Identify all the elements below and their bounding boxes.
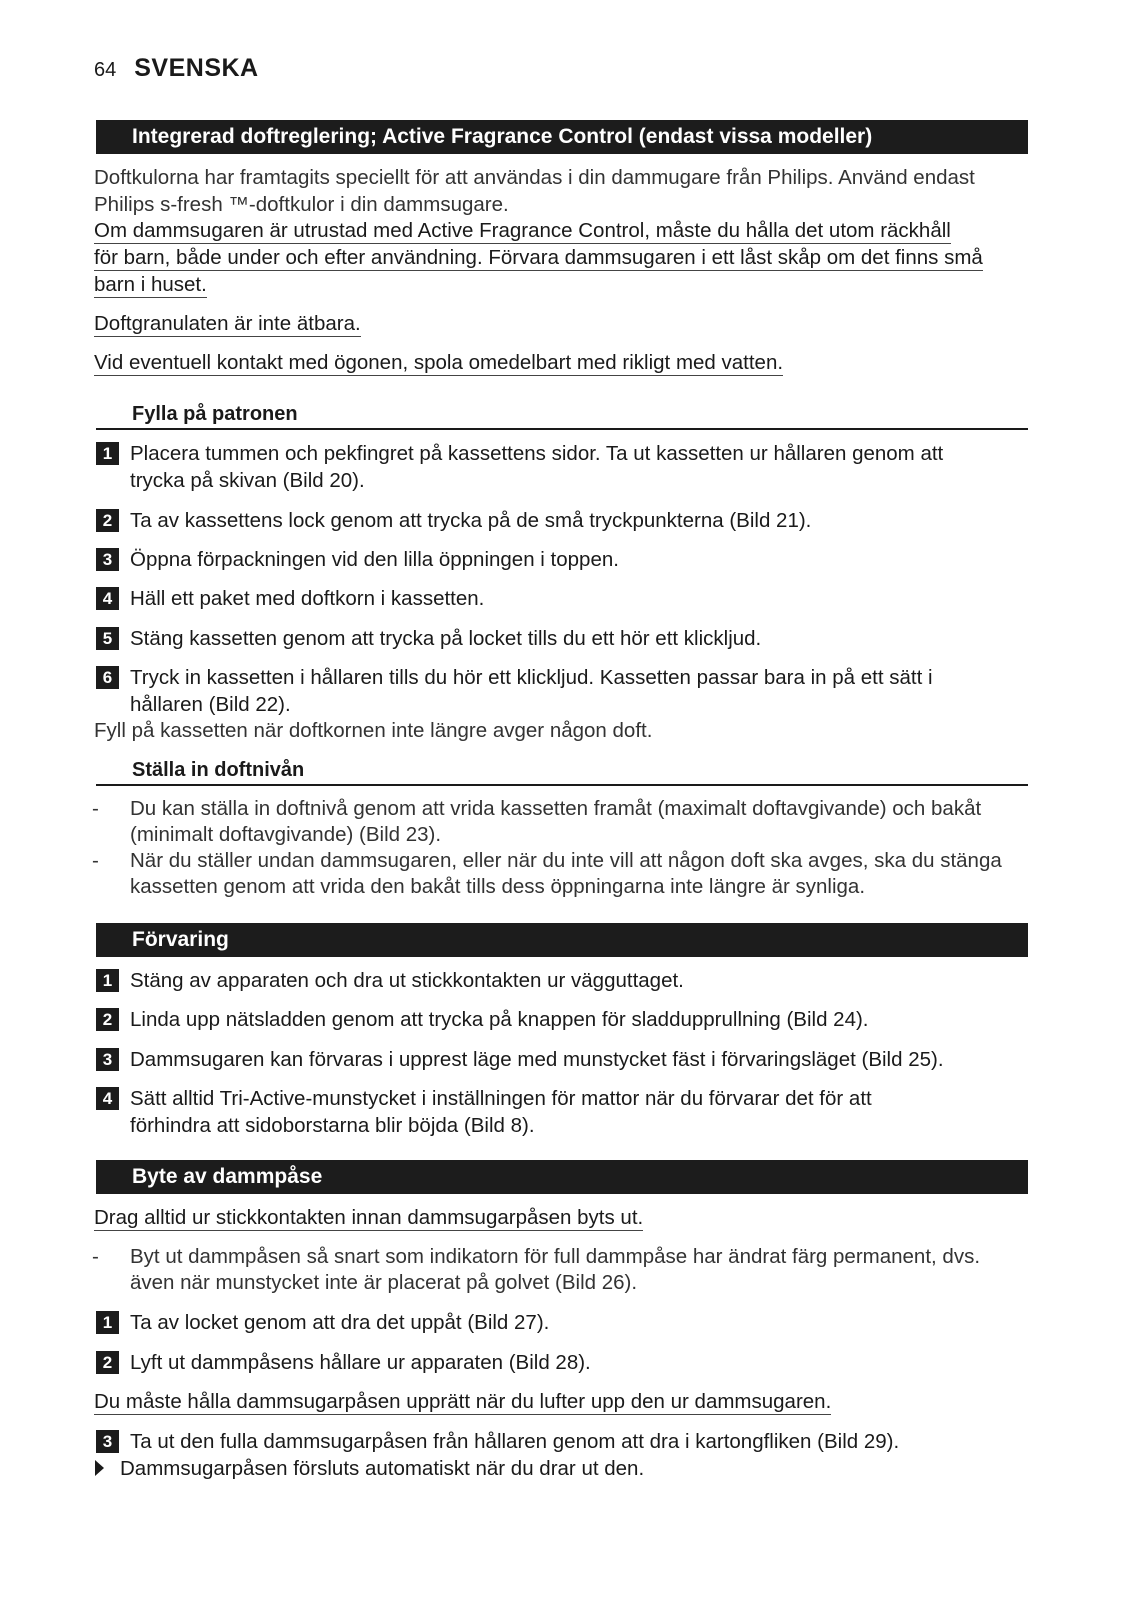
storage-step-1: 1 Stäng av apparaten och dra ut stickkontakten ur vägguttaget. [96, 967, 1031, 994]
fragrance-intro-1: Doftkulorna har framtagits speciellt för att användas i din dammugare från Philips. Använd endast [94, 166, 975, 189]
bag-result: Dammsugarpåsen försluts automatiskt när du drar ut den. [93, 1455, 644, 1482]
fragrance-warning-eyes: Vid eventuell kontakt med ögonen, spola omedelbart med rikligt med vatten. [94, 351, 784, 374]
bag-warning-upright: Du måste hålla dammsugarpåsen upprätt när du lufter upp den ur dammsugaren. [94, 1390, 832, 1413]
result-arrow-icon [95, 1460, 104, 1476]
step-number: 1 [96, 1311, 119, 1334]
step-number: 3 [96, 548, 119, 571]
bag-dash-item: - Byt ut dammpåsen så snart som indikatorn för full dammpåse har ändrat färg permanent, dvs. även när munstycket inte är placerat på golvet (Bild 26). [92, 1245, 981, 1294]
storage-step-2: 2 Linda upp nätsladden genom att trycka på knappen för sladdupprullning (Bild 24). [96, 1006, 1031, 1033]
level-item-1: - Du kan ställa in doftnivå genom att vrida kassetten framåt (maximalt doftavgivande) och bakåt (minimalt doftavgivande) (Bild 23). [92, 797, 982, 846]
level-item-2: - När du ställer undan dammsugaren, eller när du inte vill att någon doft ska avges, ska du stänga kassetten genom att vrida den bakåt tills dess öppningarna inte längre är synliga. [92, 849, 1002, 898]
fill-step-1: 1 Placera tummen och pekfingret på kassettens sidor. Ta ut kassetten ur hållaren genom att trycka på skivan (Bild 20). [96, 440, 1031, 494]
subheading-fill: Fylla på patronen [96, 400, 1028, 430]
fragrance-warning-edible: Doftgranulaten är inte ätbara. [94, 312, 361, 335]
fragrance-warning-line-2: för barn, både under och efter användning. Förvara dammsugaren i ett låst skåp om det finns små [94, 246, 983, 269]
fragrance-intro-2: Philips s-fresh ™-doftkulor i din dammsugare. [94, 193, 509, 216]
storage-step-4: 4 Sätt alltid Tri-Active-munstycket i inställningen för mattor när du förvarar det för att förhindra att sidoborstarna blir böjda (Bild 8). [96, 1085, 1031, 1139]
bag-step-3: 3 Ta ut den fulla dammsugarpåsen från hållaren genom att dra i kartongfliken (Bild 29). [96, 1428, 1031, 1455]
step-number: 2 [96, 1351, 119, 1374]
fill-note: Fyll på kassetten när doftkornen inte längre avger någon doft. [94, 719, 653, 742]
step-number: 2 [96, 509, 119, 532]
fill-step-6: 6 Tryck in kassetten i hållaren tills du hör ett klickljud. Kassetten passar bara in på ett sätt i hållaren (Bild 22). [96, 664, 1031, 718]
subheading-level: Ställa in doftnivån [96, 756, 1028, 786]
bag-warning-unplug: Drag alltid ur stickkontakten innan dammsugarpåsen byts ut. [94, 1206, 644, 1229]
step-number: 1 [96, 442, 119, 465]
step-number: 3 [96, 1430, 119, 1453]
section-heading-storage: Förvaring [96, 923, 1028, 957]
section-heading-bag: Byte av dammpåse [96, 1160, 1028, 1194]
storage-step-3: 3 Dammsugaren kan förvaras i upprest läge med munstycket fäst i förvaringsläget (Bild 25). [96, 1046, 1031, 1073]
page-number: 64 [94, 59, 117, 81]
step-number: 4 [96, 1087, 119, 1110]
step-number: 6 [96, 666, 119, 689]
fill-step-2: 2 Ta av kassettens lock genom att trycka på de små tryckpunkterna (Bild 21). [96, 507, 1031, 534]
bag-step-1: 1 Ta av locket genom att dra det uppåt (Bild 27). [96, 1309, 1031, 1336]
page-language: SVENSKA [134, 54, 259, 82]
fragrance-warning-line-1: Om dammsugaren är utrustad med Active Fragrance Control, måste du hålla det utom räckhåll [94, 219, 951, 242]
fill-step-5: 5 Stäng kassetten genom att trycka på locket tills du ett hör ett klickljud. [96, 625, 1031, 652]
fragrance-warning-line-3: barn i huset. [94, 273, 207, 296]
fill-step-4: 4 Häll ett paket med doftkorn i kassetten. [96, 585, 1031, 612]
step-number: 5 [96, 627, 119, 650]
step-number: 2 [96, 1008, 119, 1031]
step-number: 3 [96, 1048, 119, 1071]
step-number: 1 [96, 969, 119, 992]
step-number: 4 [96, 587, 119, 610]
section-heading-fragrance: Integrerad doftreglering; Active Fragrance Control (endast vissa modeller) [96, 120, 1028, 154]
fill-step-3: 3 Öppna förpackningen vid den lilla öppningen i toppen. [96, 546, 1031, 573]
page-header [94, 54, 259, 88]
bag-step-2: 2 Lyft ut dammpåsens hållare ur apparaten (Bild 28). [96, 1349, 1031, 1376]
